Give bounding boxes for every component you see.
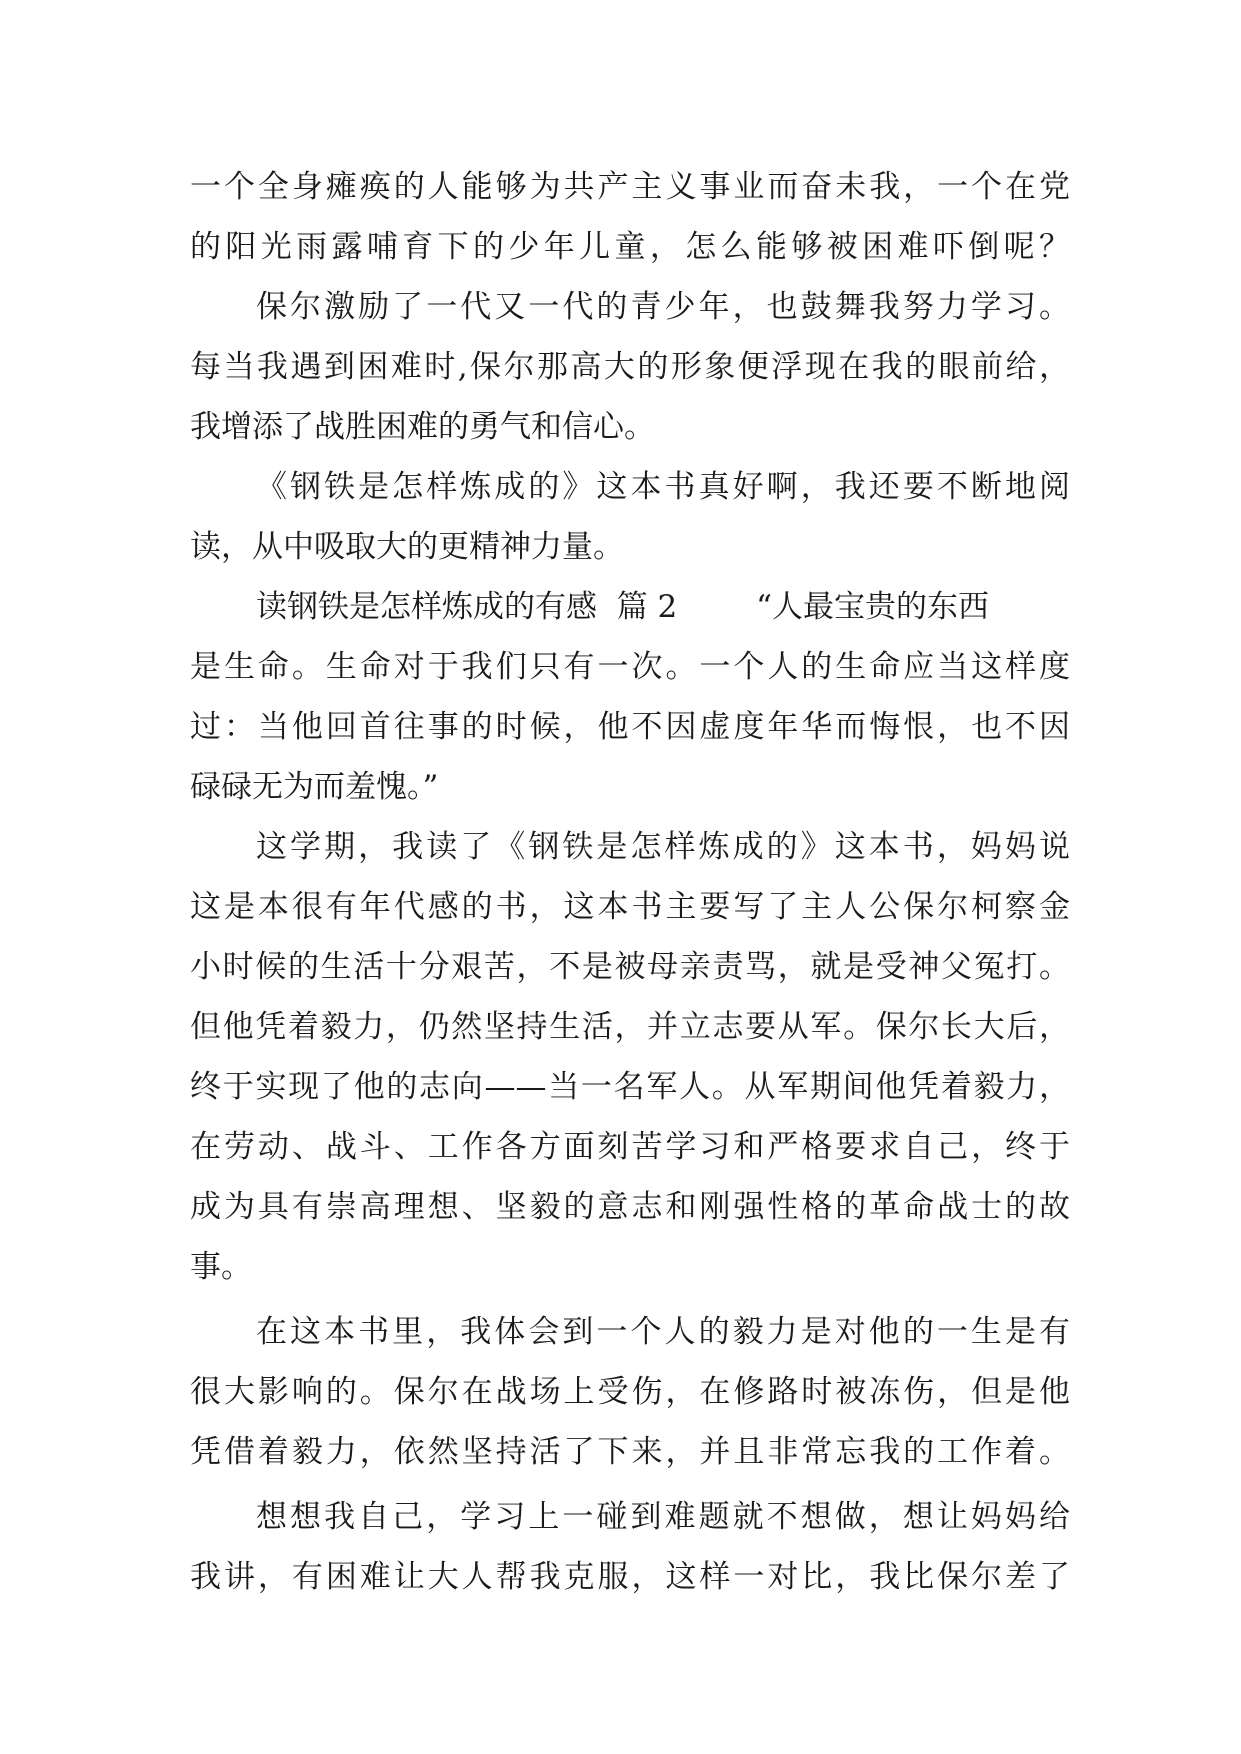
- text-line: 很大影响的。保尔在战场上受伤，在修路时被冻伤，但是他: [190, 1374, 1070, 1410]
- text-line: 过：当他回首往事的时候，他不因虚度年华而悔恨，也不因: [190, 709, 1070, 745]
- text-line: 我增添了战胜困难的勇气和信心。: [190, 409, 655, 445]
- text-line: 保尔激励了一代又一代的青少年，也鼓舞我努力学习。: [256, 289, 1070, 325]
- text-line: 这是本很有年代感的书，这本书主要写了主人公保尔柯察金: [190, 889, 1070, 925]
- text-line: 终于实现了他的志向——当一名军人。从军期间他凭着毅力，: [190, 1069, 1070, 1105]
- text-line: 的阳光雨露哺育下的少年儿童，怎么能够被困难吓倒呢？: [190, 229, 1070, 265]
- text-line: 每当我遇到困难时,保尔那高大的形象便浮现在我的眼前给，: [190, 349, 1070, 385]
- text-line: 想想我自己，学习上一碰到难题就不想做，想让妈妈给: [256, 1499, 1070, 1535]
- text-line: 我讲，有困难让大人帮我克服，这样一对比，我比保尔差了: [190, 1559, 1070, 1595]
- text-line: 碌碌无为而羞愧。”: [190, 769, 439, 805]
- text-line: 小时候的生活十分艰苦，不是被母亲责骂，就是受神父冤打。: [190, 949, 1070, 985]
- text-line: 在这本书里，我体会到一个人的毅力是对他的一生是有: [256, 1314, 1070, 1350]
- text-line: 凭借着毅力，依然坚持活了下来，并且非常忘我的工作着。: [190, 1434, 1070, 1470]
- text-line: 读钢铁是怎样炼成的有感 篇 2 “人最宝贵的东西: [256, 589, 989, 625]
- text-line: 一个全身瘫痪的人能够为共产主义事业而奋未我，一个在党: [190, 169, 1070, 205]
- text-line: 读，从中吸取大的更精神力量。: [190, 529, 624, 565]
- text-line: 在劳动、战斗、工作各方面刻苦学习和严格要求自己，终于: [190, 1129, 1070, 1165]
- text-line: 成为具有崇高理想、坚毅的意志和刚强性格的革命战士的故: [190, 1189, 1070, 1225]
- text-line: 《钢铁是怎样炼成的》这本书真好啊，我还要不断地阅: [256, 469, 1070, 505]
- text-line: 这学期，我读了《钢铁是怎样炼成的》这本书，妈妈说: [256, 829, 1070, 865]
- text-line: 但他凭着毅力，仍然坚持生活，并立志要从军。保尔长大后，: [190, 1009, 1070, 1045]
- text-line: 事。: [190, 1249, 252, 1285]
- text-line: 是生命。生命对于我们只有一次。一个人的生命应当这样度: [190, 649, 1070, 685]
